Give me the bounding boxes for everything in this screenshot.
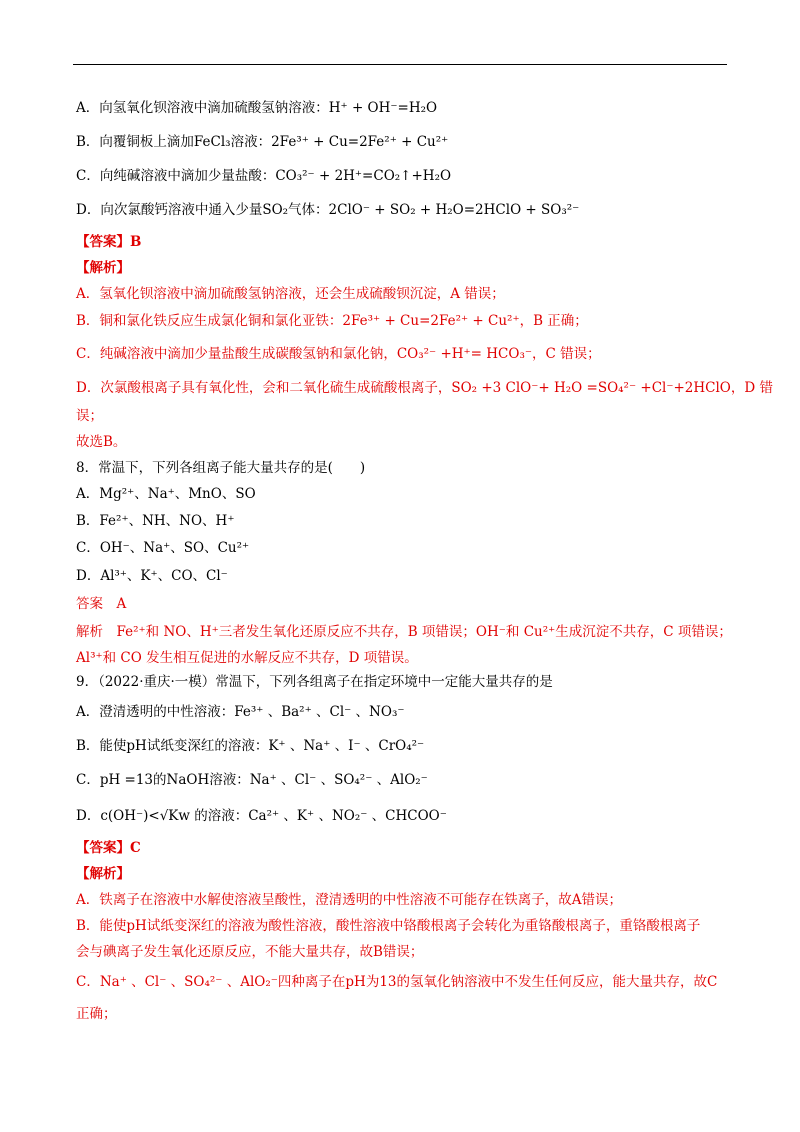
text-line: B．能使pH试纸变深红的溶液：K⁺ 、Na⁺ 、I⁻ 、CrO₄²⁻ (76, 738, 425, 754)
text-line: 8．常温下，下列各组离子能大量共存的是( ) (76, 460, 366, 476)
text-line: 答案 A (76, 596, 127, 612)
text-line: 【解析】 (76, 260, 130, 276)
text-line: 【答案】C (76, 840, 141, 856)
text-line: Al³⁺和 CO 发生相互促进的水解反应不共存，D 项错误。 (76, 650, 418, 666)
text-line: C．Na⁺ 、Cl⁻ 、SO₄²⁻ 、AlO₂⁻四种离子在pH为13的氢氧化钠溶液中不发生任何反应，能大量共存，故C (76, 974, 718, 990)
text-line: A．澄清透明的中性溶液：Fe³⁺ 、Ba²⁺ 、Cl⁻ 、NO₃⁻ (76, 704, 405, 720)
text-line: A．Mg²⁺、Na⁺、MnO、SO (76, 486, 256, 502)
text-line: 故选B。 (76, 434, 127, 450)
text-line: A．向氢氧化钡溶液中滴加硫酸氢钠溶液：H⁺ + OH⁻=H₂O (76, 100, 438, 116)
text-line: D．c(OH⁻)<√Kw 的溶液：Ca²⁺ 、K⁺ 、NO₂⁻ 、CHCOO⁻ (76, 808, 447, 824)
text-line: A．氢氧化钡溶液中滴加硫酸氢钠溶液，还会生成硫酸钡沉淀，A 错误； (76, 286, 505, 302)
text-line: 解析 Fe²⁺和 NO、H⁺三者发生氧化还原反应不共存，B 项错误；OH⁻和 Cu²⁺生成沉淀不共存，C 项错误； (76, 624, 732, 640)
text-line: C．OH⁻、Na⁺、SO、Cu²⁺ (76, 540, 250, 556)
text-line: 【答案】B (76, 234, 142, 250)
text-line: B．能使pH试纸变深红的溶液为酸性溶液，酸性溶液中铬酸根离子会转化为重铬酸根离子，重铬酸根离子 (76, 918, 701, 934)
text-line: 正确； (76, 1006, 117, 1022)
text-line: B．Fe²⁺、NH、NO、H⁺ (76, 513, 235, 529)
text-line: 误； (76, 408, 103, 424)
text-line: B．铜和氯化铁反应生成氯化铜和氯化亚铁：2Fe³⁺ + Cu=2Fe²⁺ + Cu²⁺，B 正确； (76, 313, 588, 329)
text-line: A．铁离子在溶液中水解使溶液呈酸性，澄清透明的中性溶液不可能存在铁离子，故A错误； (76, 892, 622, 908)
text-line: 会与碘离子发生氧化还原反应，不能大量共存，故B错误； (76, 944, 424, 960)
text-line: D．次氯酸根离子具有氧化性，会和二氧化硫生成硫酸根离子，SO₂ +3 ClO⁻+ H₂O =SO₄²⁻ +Cl⁻+2HClO，D 错 (76, 380, 773, 396)
text-line: C．向纯碱溶液中滴加少量盐酸：CO₃²⁻ + 2H⁺=CO₂↑+H₂O (76, 168, 452, 184)
text-line: 【解析】 (76, 866, 130, 882)
text-line: C．纯碱溶液中滴加少量盐酸生成碳酸氢钠和氯化钠，CO₃²⁻ +H⁺= HCO₃⁻，C 错误； (76, 346, 601, 362)
text-line: 9．（2022·重庆·一模）常温下，下列各组离子在指定环境中一定能大量共存的是 (76, 674, 553, 690)
header-rule (73, 64, 727, 65)
text-line: D．向次氯酸钙溶液中通入少量SO₂气体：2ClO⁻ + SO₂ + H₂O=2HClO + SO₃²⁻ (76, 202, 580, 218)
text-line: B．向覆铜板上滴加FeCl₃溶液：2Fe³⁺ + Cu=2Fe²⁺ + Cu²⁺ (76, 134, 449, 150)
text-line: D．Al³⁺、K⁺、CO、Cl⁻ (76, 568, 228, 584)
text-line: C．pH =13的NaOH溶液：Na⁺ 、Cl⁻ 、SO₄²⁻ 、AlO₂⁻ (76, 772, 428, 788)
